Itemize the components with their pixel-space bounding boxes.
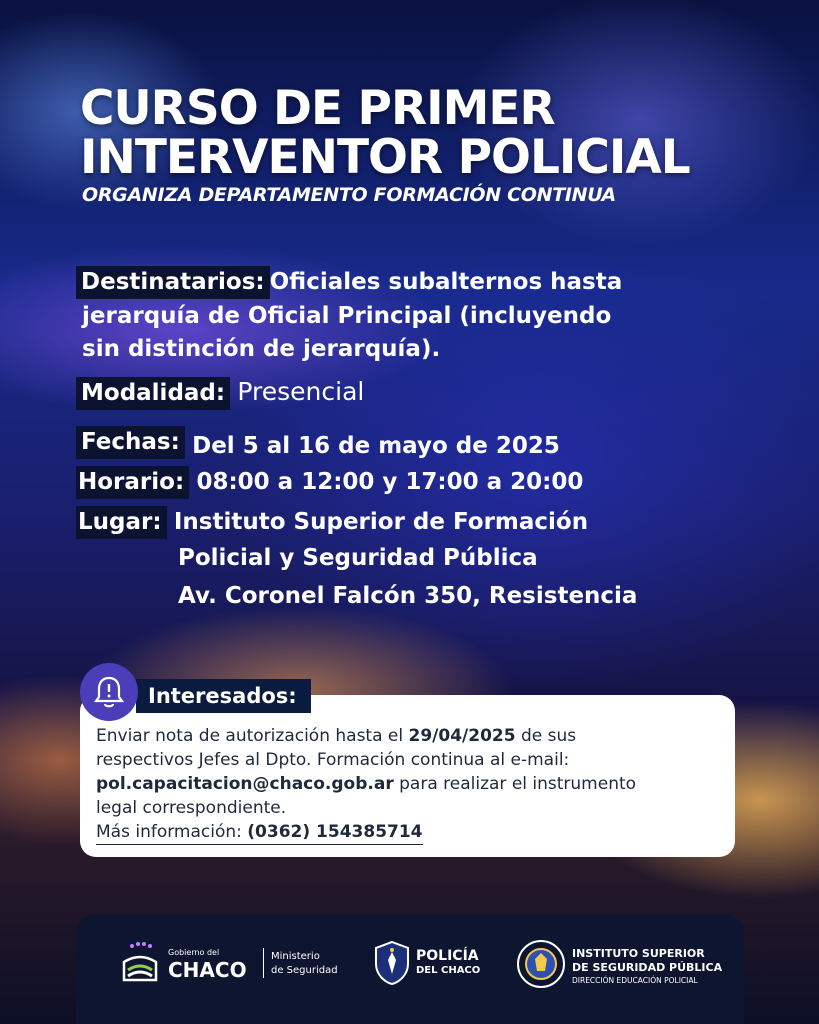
horario-label: Horario: xyxy=(76,466,189,499)
interesados-text-5: legal correspondiente. xyxy=(96,798,287,818)
destinatarios-label: Destinatarios: xyxy=(76,266,270,299)
info-label: Más información: xyxy=(96,822,248,842)
fechas-row xyxy=(76,426,560,459)
lugar-value-3: Av. Coronel Falcón 350, Resistencia xyxy=(178,583,638,609)
ministerio-line-2: de Seguridad xyxy=(271,965,338,976)
ministerio-line-1: Ministerio xyxy=(271,951,320,962)
lugar-value-1: Instituto Superior de Formación xyxy=(173,509,589,535)
instituto-seal-icon xyxy=(516,939,566,993)
contact-phone[interactable]: (0362) 154385714 xyxy=(247,822,423,842)
policia-line-2: DEL CHACO xyxy=(416,965,481,976)
interesados-text-1: Enviar nota de autorización hasta el xyxy=(96,726,409,746)
bell-alert-icon xyxy=(80,663,138,721)
interesados-text xyxy=(96,724,716,845)
destinatarios-value-1: Oficiales subalternos hasta xyxy=(269,269,623,295)
policia-line-1: POLICÍA xyxy=(416,948,479,964)
destinatarios-value-3: sin distinción de jerarquía). xyxy=(82,336,441,362)
gobierno-small: Gobierno del xyxy=(168,948,220,957)
fechas-label: Fechas: xyxy=(76,426,185,459)
interesados-text-3: respectivos Jefes al Dpto. Formación continua al e-mail: xyxy=(96,750,570,770)
destinatarios-value-2: jerarquía de Oficial Principal (incluyendo xyxy=(82,303,612,329)
interesados-text-4: para realizar el instrumento xyxy=(393,774,637,794)
interesados-header: Interesados: xyxy=(136,679,311,713)
lugar-label: Lugar: xyxy=(76,506,167,539)
lugar-row xyxy=(76,506,588,539)
horario-value: 08:00 a 12:00 y 17:00 a 20:00 xyxy=(196,469,584,495)
policia-shield-icon xyxy=(374,940,410,990)
instituto-line-2: DE SEGURIDAD PÚBLICA xyxy=(572,961,723,974)
modalidad-value: Presencial xyxy=(237,377,365,406)
instituto-line-3: DIRECCIÓN EDUCACIÓN POLICIAL xyxy=(572,976,698,985)
lugar-value-2: Policial y Seguridad Pública xyxy=(178,545,538,571)
contact-email[interactable]: pol.capacitacion@chaco.gob.ar xyxy=(96,774,394,794)
instituto-line-1: INSTITUTO SUPERIOR xyxy=(572,947,705,960)
page-subtitle: ORGANIZA DEPARTAMENTO FORMACIÓN CONTINUA xyxy=(82,184,616,206)
horario-row xyxy=(76,466,583,499)
modalidad-row xyxy=(76,376,364,410)
chaco-logo-icon xyxy=(120,940,160,990)
title-line-1: CURSO DE PRIMER xyxy=(80,81,555,136)
deadline-date: 29/04/2025 xyxy=(408,726,516,746)
interesados-text-2: de sus xyxy=(515,726,577,746)
footer-divider xyxy=(263,948,264,978)
title-line-2: INTERVENTOR POLICIAL xyxy=(80,130,690,185)
fechas-value: Del 5 al 16 de mayo de 2025 xyxy=(192,433,560,459)
footer-logos xyxy=(76,914,744,1024)
modalidad-label: Modalidad: xyxy=(76,377,230,410)
destinatarios-row xyxy=(76,266,622,299)
gobierno-big: CHACO xyxy=(168,958,247,982)
page-title xyxy=(80,81,690,185)
